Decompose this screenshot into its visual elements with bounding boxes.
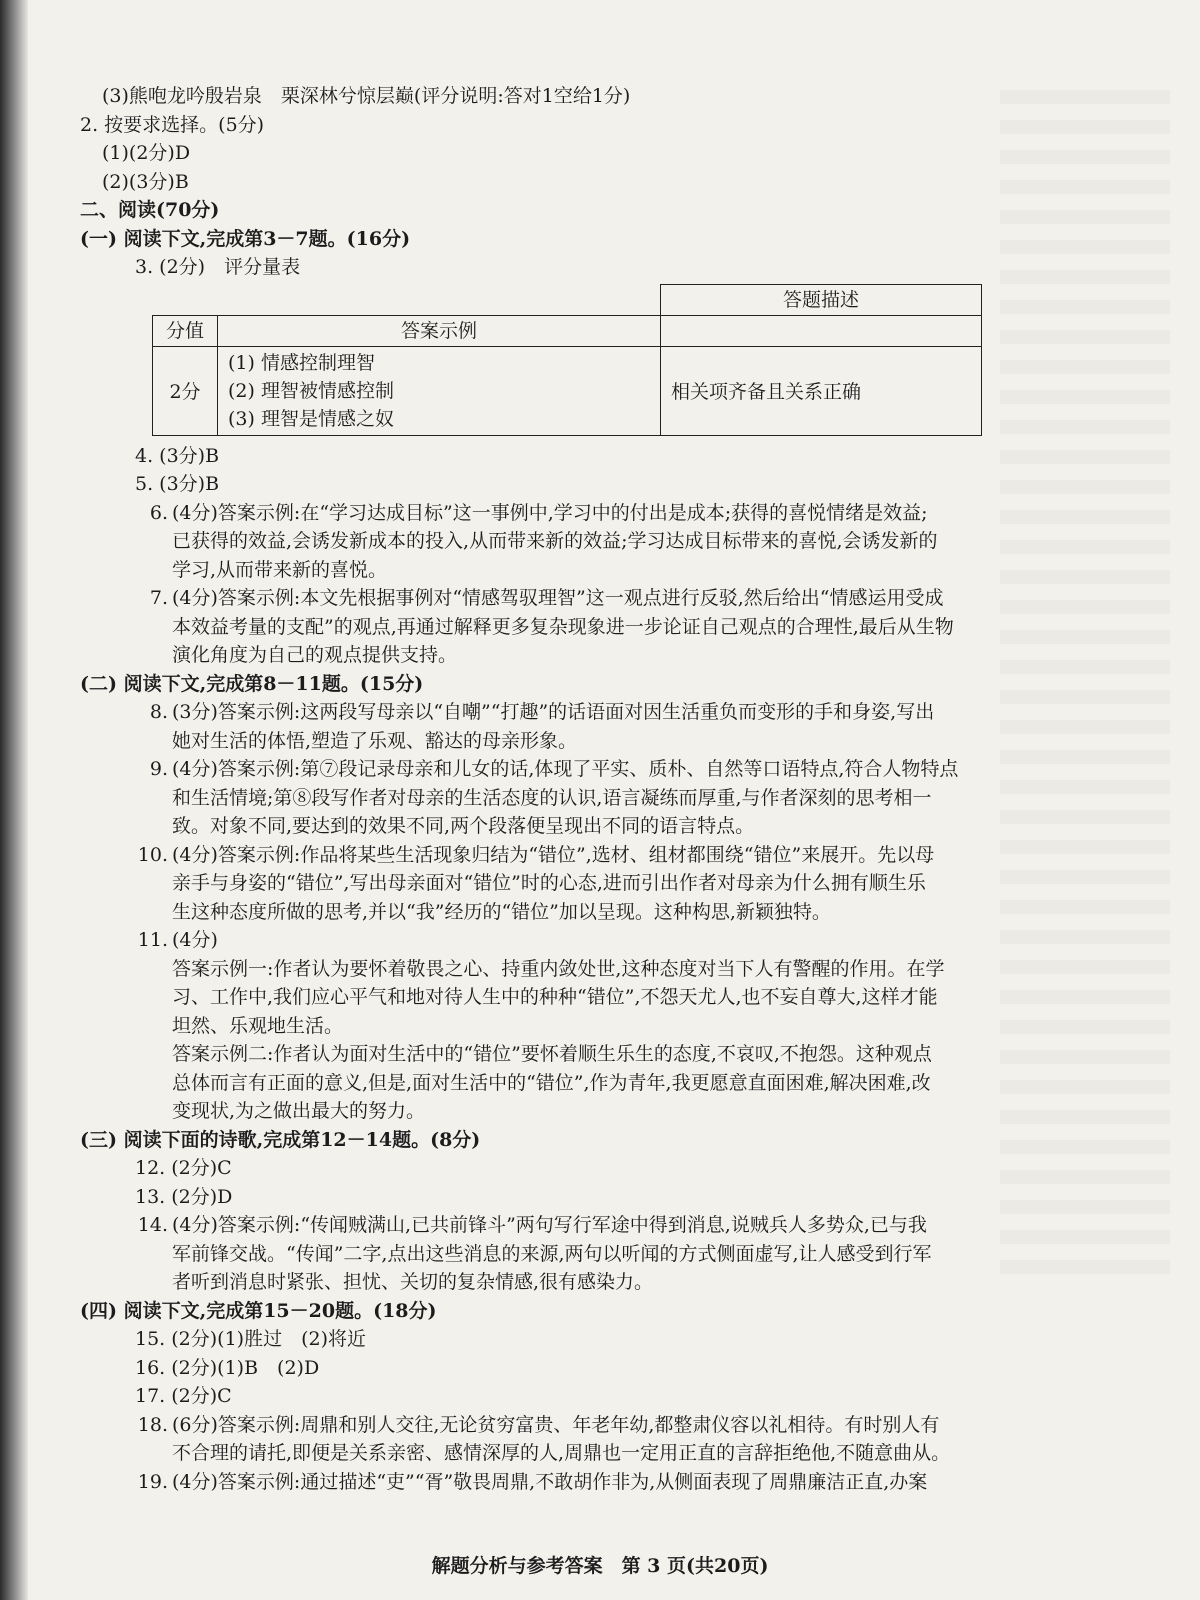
table-blank-header [153, 284, 661, 315]
answer-line: 学习,从而带来新的喜悦。 [172, 558, 388, 581]
q4-answer: 4. (3分)B [135, 444, 220, 467]
question-number: 19. [137, 1470, 168, 1493]
scoring-rubric-table [152, 284, 982, 436]
answer-line: 答案示例二:作者认为面对生活中的“错位”要怀着顺生乐生的态度,不哀叹,不抱怨。这种观点 [172, 1043, 932, 1065]
answer-line: (6分)答案示例:周鼎和别人交往,无论贫穷富贵、年老年幼,都整肃仪容以礼相待。有时别人有 [172, 1413, 940, 1436]
table-cell-score: 2分 [153, 346, 218, 435]
table-header-example: 答案示例 [218, 315, 661, 346]
q13-answer: 13. (2分)D [135, 1185, 233, 1208]
answer-line: 者听到消息时紧张、担忧、关切的复杂情感,很有感染力。 [172, 1271, 654, 1293]
answer-content [80, 82, 1125, 1496]
q10-answer [80, 841, 1125, 927]
answer-line: 致。对象不同,要达到的效果不同,两个段落便呈现出不同的语言特点。 [172, 815, 755, 837]
q19-answer [80, 1468, 1125, 1497]
answer-line: (3分)答案示例:这两段写母亲以“自嘲”“打趣”的话语面对因生活重负而变形的手和身姿,写出 [172, 701, 935, 723]
answer-line: 和生活情境;第⑧段写作者对母亲的生活态度的认识,语言凝练而厚重,与作者深刻的思考相一 [172, 786, 932, 809]
q8-answer [80, 698, 1125, 755]
q3-heading: 3. (2分) 评分量表 [135, 256, 301, 278]
table-cell-examples [218, 346, 661, 435]
table-cell-description: 相关项齐备且关系正确 [661, 346, 982, 435]
q6-answer [80, 499, 1125, 585]
q1-3-answer: (3)熊咆龙吟殷岩泉 栗深林兮惊层巅(评分说明:答对1空给1分) [102, 85, 631, 107]
answer-line: (4分)答案示例:第⑦段记录母亲和儿女的话,体现了平实、质朴、自然等口语特点,符合人物特点 [172, 758, 959, 780]
answer-line: (4分)答案示例:在“学习达成目标”这一事例中,学习中的付出是成本;获得的喜悦情绪是效益; [172, 501, 928, 524]
answer-line: 她对生活的体悟,塑造了乐观、豁达的母亲形象。 [172, 729, 578, 752]
answer-line: (4分)答案示例:本文先根据事例对“情感驾驭理智”这一观点进行反驳,然后给出“情感运用受成 [172, 587, 944, 609]
question-number: 11. [137, 929, 168, 951]
answer-score: (4分) [172, 929, 218, 951]
q2-1-answer: (1)(2分)D [102, 142, 191, 164]
question-number: 10. [137, 843, 168, 866]
reading-part2-heading: (二) 阅读下文,完成第8－11题。(15分) [80, 672, 424, 695]
example-item: (3) 理智是情感之奴 [228, 407, 394, 430]
reading-part4-heading: (四) 阅读下文,完成第15－20题。(18分) [80, 1299, 437, 1322]
section-reading-heading: 二、阅读(70分) [80, 199, 220, 221]
q2-heading: 2. 按要求选择。(5分) [80, 113, 265, 136]
answer-line: (4分)答案示例:通过描述“吏”“胥”敬畏周鼎,不敢胡作非为,从侧面表现了周鼎廉洁正直,办案 [172, 1470, 928, 1493]
page-footer: 解题分析与参考答案 第 3 页(共20页) [431, 1555, 769, 1577]
answer-line: 演化角度为自己的观点提供支持。 [172, 644, 458, 666]
answer-line: (4分)答案示例:作品将某些生活现象归结为“错位”,选材、组材都围绕“错位”来展开。先以母 [172, 843, 935, 866]
reading-part3-heading: (三) 阅读下面的诗歌,完成第12－14题。(8分) [80, 1128, 481, 1151]
answer-line: 总体而言有正面的意义,但是,面对生活中的“错位”,作为青年,我更愿意直面困难,解决困难,改 [172, 1071, 931, 1094]
answer-line: 军前锋交战。“传闻”二字,点出这些消息的来源,两句以听闻的方式侧面虚写,让人感受到行军 [172, 1242, 932, 1265]
table-header-description: 答题描述 [661, 284, 982, 315]
question-number: 14. [137, 1214, 168, 1236]
answer-line: 习、工作中,我们应心平气和地对待人生中的种种“错位”,不怨天尤人,也不妄自尊大,这样才能 [172, 986, 938, 1008]
answer-line: 答案示例一:作者认为要怀着敬畏之心、持重内敛处世,这种态度对当下人有警醒的作用。在学 [172, 957, 945, 980]
q7-answer [80, 584, 1125, 670]
question-number: 7. [149, 587, 168, 609]
reading-part1-heading: (一) 阅读下文,完成第3－7题。(16分) [80, 227, 411, 250]
table-header-description-cont [661, 315, 982, 346]
question-number: 9. [149, 758, 168, 780]
question-number: 8. [149, 701, 168, 723]
q18-answer [80, 1411, 1125, 1468]
q2-2-answer: (2)(3分)B [102, 170, 189, 193]
scan-shadow-edge [0, 0, 28, 1600]
q16-answer: 16. (2分)(1)B (2)D [135, 1356, 320, 1379]
q9-answer [80, 755, 1125, 841]
q17-answer: 17. (2分)C [135, 1385, 232, 1407]
answer-line: 变现状,为之做出最大的努力。 [172, 1100, 426, 1122]
answer-line: 亲手与身姿的“错位”,写出母亲面对“错位”时的心态,进而引出作者对母亲为什么拥有顺生乐 [172, 872, 926, 894]
table-header-score: 分值 [153, 315, 218, 346]
answer-line: 本效益考量的支配”的观点,再通过解释更多复杂现象进一步论证自己观点的合理性,最后从生物 [172, 615, 954, 638]
example-item: (1) 情感控制理智 [228, 351, 375, 374]
example-item: (2) 理智被情感控制 [228, 379, 394, 402]
answer-line: 坦然、乐观地生活。 [172, 1014, 344, 1037]
answer-line: 不合理的请托,即便是关系亲密、感情深厚的人,周鼎也一定用正直的言辞拒绝他,不随意曲从。 [172, 1442, 951, 1464]
q14-answer [80, 1211, 1125, 1297]
q11-answer [80, 926, 1125, 1126]
question-number: 6. [149, 501, 168, 524]
q15-answer: 15. (2分)(1)胜过 (2)将近 [135, 1328, 366, 1350]
answer-line: 生这种态度所做的思考,并以“我”经历的“错位”加以呈现。这种构思,新颖独特。 [172, 900, 831, 923]
answer-line: 已获得的效益,会诱发新成本的投入,从而带来新的效益;学习达成目标带来的喜悦,会诱发新的 [172, 530, 938, 552]
answer-line: (4分)答案示例:“传闻贼满山,已共前锋斗”两句写行军途中得到消息,说贼兵人多势众,已与我 [172, 1214, 927, 1236]
q5-answer: 5. (3分)B [135, 473, 220, 495]
question-number: 18. [137, 1413, 168, 1436]
q12-answer: 12. (2分)C [135, 1157, 232, 1179]
